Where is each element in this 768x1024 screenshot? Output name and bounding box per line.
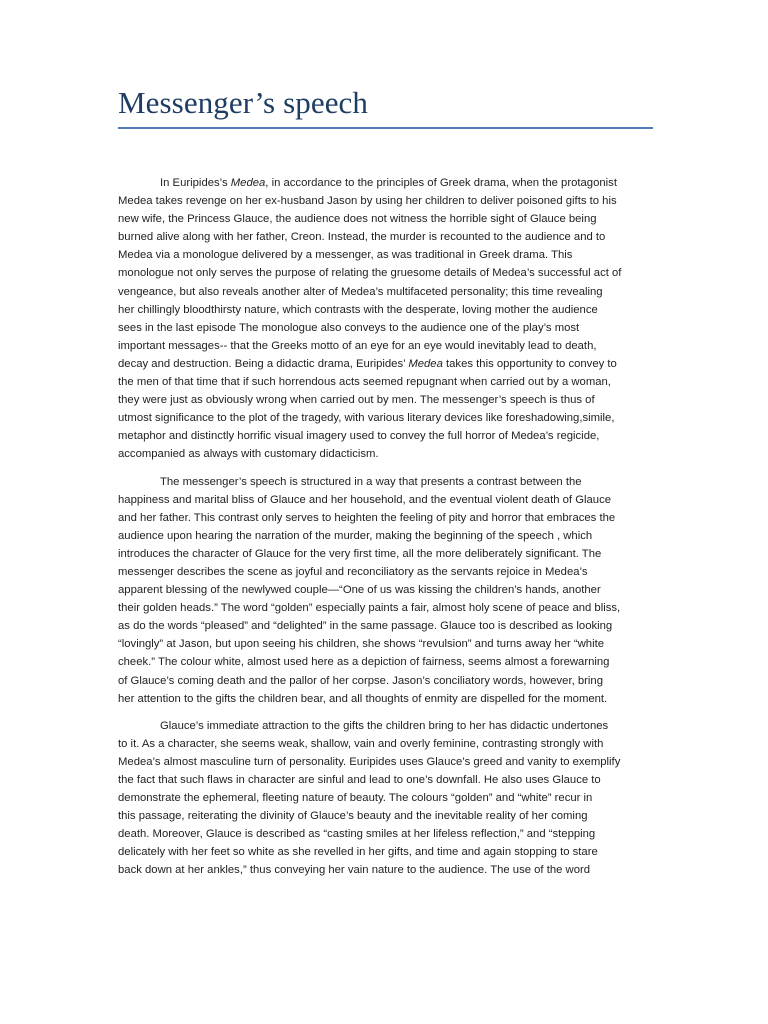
paragraph-line xyxy=(118,771,653,789)
text-run: their golden heads.” The word “golden” especially paints a fair, almost holy scene of peace and bliss, xyxy=(118,602,621,615)
paragraph-line xyxy=(118,355,653,373)
italic-title: Medea xyxy=(408,357,443,370)
paragraph-line xyxy=(118,753,653,771)
text-run: happiness and marital bliss of Glauce and her household, and the eventual violent death of Glauce xyxy=(118,493,611,506)
paragraph-line xyxy=(118,301,653,319)
paragraph-line xyxy=(118,373,653,391)
paragraph-line xyxy=(118,717,653,735)
body-paragraph xyxy=(118,473,653,708)
paragraph-line xyxy=(118,843,653,861)
text-run: as do the words “pleased” and “delighted” in the same passage. Glauce too is described as looking xyxy=(118,620,613,633)
text-run: delicately with her feet so white as she revelled in her gifts, and time and again stopping to stare xyxy=(118,846,598,859)
text-run: demonstrate the ephemeral, fleeting nature of beauty. The colours “golden” and “white” recur in xyxy=(118,792,593,805)
text-run: The messenger’s speech is structured in a way that presents a contrast between the xyxy=(160,475,582,488)
paragraph-line xyxy=(118,563,653,581)
text-run: Medea’s almost masculine turn of personality. Euripides uses Glauce’s greed and vanity to exemplify xyxy=(118,755,621,768)
document-body xyxy=(118,174,653,889)
paragraph-line xyxy=(118,527,653,545)
text-run: introduces the character of Glauce for the very first time, all the more deliberately significant. The xyxy=(118,547,602,560)
text-run: Medea takes revenge on her ex-husband Jason by using her children to deliver poisoned gifts to his xyxy=(118,195,617,208)
text-run: sees in the last episode The monologue also conveys to the audience one of the play’s most xyxy=(118,321,580,334)
paragraph-line xyxy=(118,228,653,246)
paragraph-line xyxy=(118,264,653,282)
paragraph-line xyxy=(118,807,653,825)
text-run: Medea via a monologue delivered by a messenger, as was traditional in Greek drama. This xyxy=(118,249,573,262)
text-run: and her father. This contrast only serves to heighten the feeling of pity and horror that embraces the xyxy=(118,511,616,524)
document-title: Messenger’s speech xyxy=(118,85,369,120)
paragraph-line xyxy=(118,789,653,807)
paragraph-line xyxy=(118,599,653,617)
text-run: important messages-- that the Greeks motto of an eye for an eye would inevitably lead to death, xyxy=(118,339,597,352)
text-run: of Glauce’s coming death and the pallor of her corpse. Jason’s conciliatory words, however, bring xyxy=(118,674,603,687)
text-run: decay and destruction. Being a didactic drama, Euripides’ xyxy=(118,357,409,370)
text-run: metaphor and distinctly horrific visual imagery used to convey the full horror of Medea’s regicide, xyxy=(118,430,600,443)
paragraph-line xyxy=(118,690,653,708)
paragraph-line xyxy=(118,283,653,301)
text-run: her chillingly bloodthirsty nature, which contrasts with the desperate, loving mother the audience xyxy=(118,303,598,316)
paragraph-line xyxy=(118,319,653,337)
text-run: In Euripides’s xyxy=(160,177,231,189)
paragraph-line xyxy=(118,174,653,192)
text-run: this passage, reiterating the divinity of Glauce’s beauty and the inevitable reality of her coming xyxy=(118,810,588,823)
paragraph-line xyxy=(118,735,653,753)
paragraph-line xyxy=(118,210,653,228)
paragraph-line xyxy=(118,409,653,427)
text-run: vengeance, but also reveals another alter of Medea’s multifaceted personality; this time revealing xyxy=(118,285,603,298)
body-paragraph xyxy=(118,717,653,880)
paragraph-line xyxy=(118,545,653,563)
text-run: apparent blessing of the newlywed couple—“One of us was kissing the children’s hands, another xyxy=(118,584,601,597)
paragraph-line xyxy=(118,337,653,355)
body-paragraph xyxy=(118,174,653,464)
paragraph-line xyxy=(118,445,653,463)
text-run: the fact that such flaws in character are sinful and lead to one’s downfall. He also uses Glauce to xyxy=(118,774,601,786)
paragraph-line xyxy=(118,581,653,599)
text-run: utmost significance to the plot of the tragedy, with various literary devices like foreshadowing,simile, xyxy=(118,412,615,425)
text-run: messenger describes the scene as joyful and reconciliatory as the servants rejoice in Medea’s xyxy=(118,565,588,578)
paragraph-line xyxy=(118,491,653,509)
paragraph-line xyxy=(118,192,653,210)
text-run: the men of that time that if such horrendous acts seemed repugnant when carried out by a woman, xyxy=(118,376,611,389)
text-run: death. Moreover, Glauce is described as “casting smiles at her lifeless reflection,” and “stepping xyxy=(118,828,596,841)
text-run: audience upon hearing the narration of the murder, making the beginning of the speech , which xyxy=(118,529,593,542)
text-run: Glauce’s immediate attraction to the gifts the children bring to her has didactic undertones xyxy=(160,719,609,732)
italic-title: Medea xyxy=(230,177,266,189)
paragraph-line xyxy=(118,672,653,690)
paragraph-line xyxy=(118,861,653,879)
paragraph-line xyxy=(118,427,653,445)
text-run: to it. As a character, she seems weak, shallow, vain and overly feminine, contrasting strongly with xyxy=(118,737,604,750)
paragraph-line xyxy=(118,473,653,491)
paragraph-line xyxy=(118,617,653,635)
paragraph-line xyxy=(118,246,653,264)
title-underline xyxy=(118,127,653,129)
text-run: takes this opportunity to convey to xyxy=(442,357,617,370)
paragraph-line xyxy=(118,653,653,671)
text-run: cheek.” The colour white, almost used here as a depiction of fairness, seems almost a forewarning xyxy=(118,656,610,669)
paragraph-line xyxy=(118,635,653,653)
text-run: her attention to the gifts the children bear, and all thoughts of enmity are dispelled for the moment. xyxy=(118,692,608,705)
text-run: accompanied as always with customary didacticism. xyxy=(118,448,379,461)
text-run: , in accordance to the principles of Greek drama, when the protagonist xyxy=(265,177,617,189)
text-run: monologue not only serves the purpose of relating the gruesome details of Medea’s successful act of xyxy=(118,267,622,280)
text-run: they were just as obviously wrong when carried out by men. The messenger’s speech is thus of xyxy=(118,394,595,407)
paragraph-line xyxy=(118,391,653,409)
paragraph-line xyxy=(118,509,653,527)
text-run: burned alive along with her father, Creon. Instead, the murder is recounted to the audience and to xyxy=(118,231,606,244)
paragraph-line xyxy=(118,825,653,843)
text-run: “lovingly” at Jason, but upon seeing his children, she shows “revulsion” and turns away her “white xyxy=(118,638,605,651)
text-run: back down at her ankles,” thus conveying her vain nature to the audience. The use of the word xyxy=(118,864,591,877)
text-run: new wife, the Princess Glauce, the audience does not witness the horrible sight of Glauce being xyxy=(118,213,597,226)
